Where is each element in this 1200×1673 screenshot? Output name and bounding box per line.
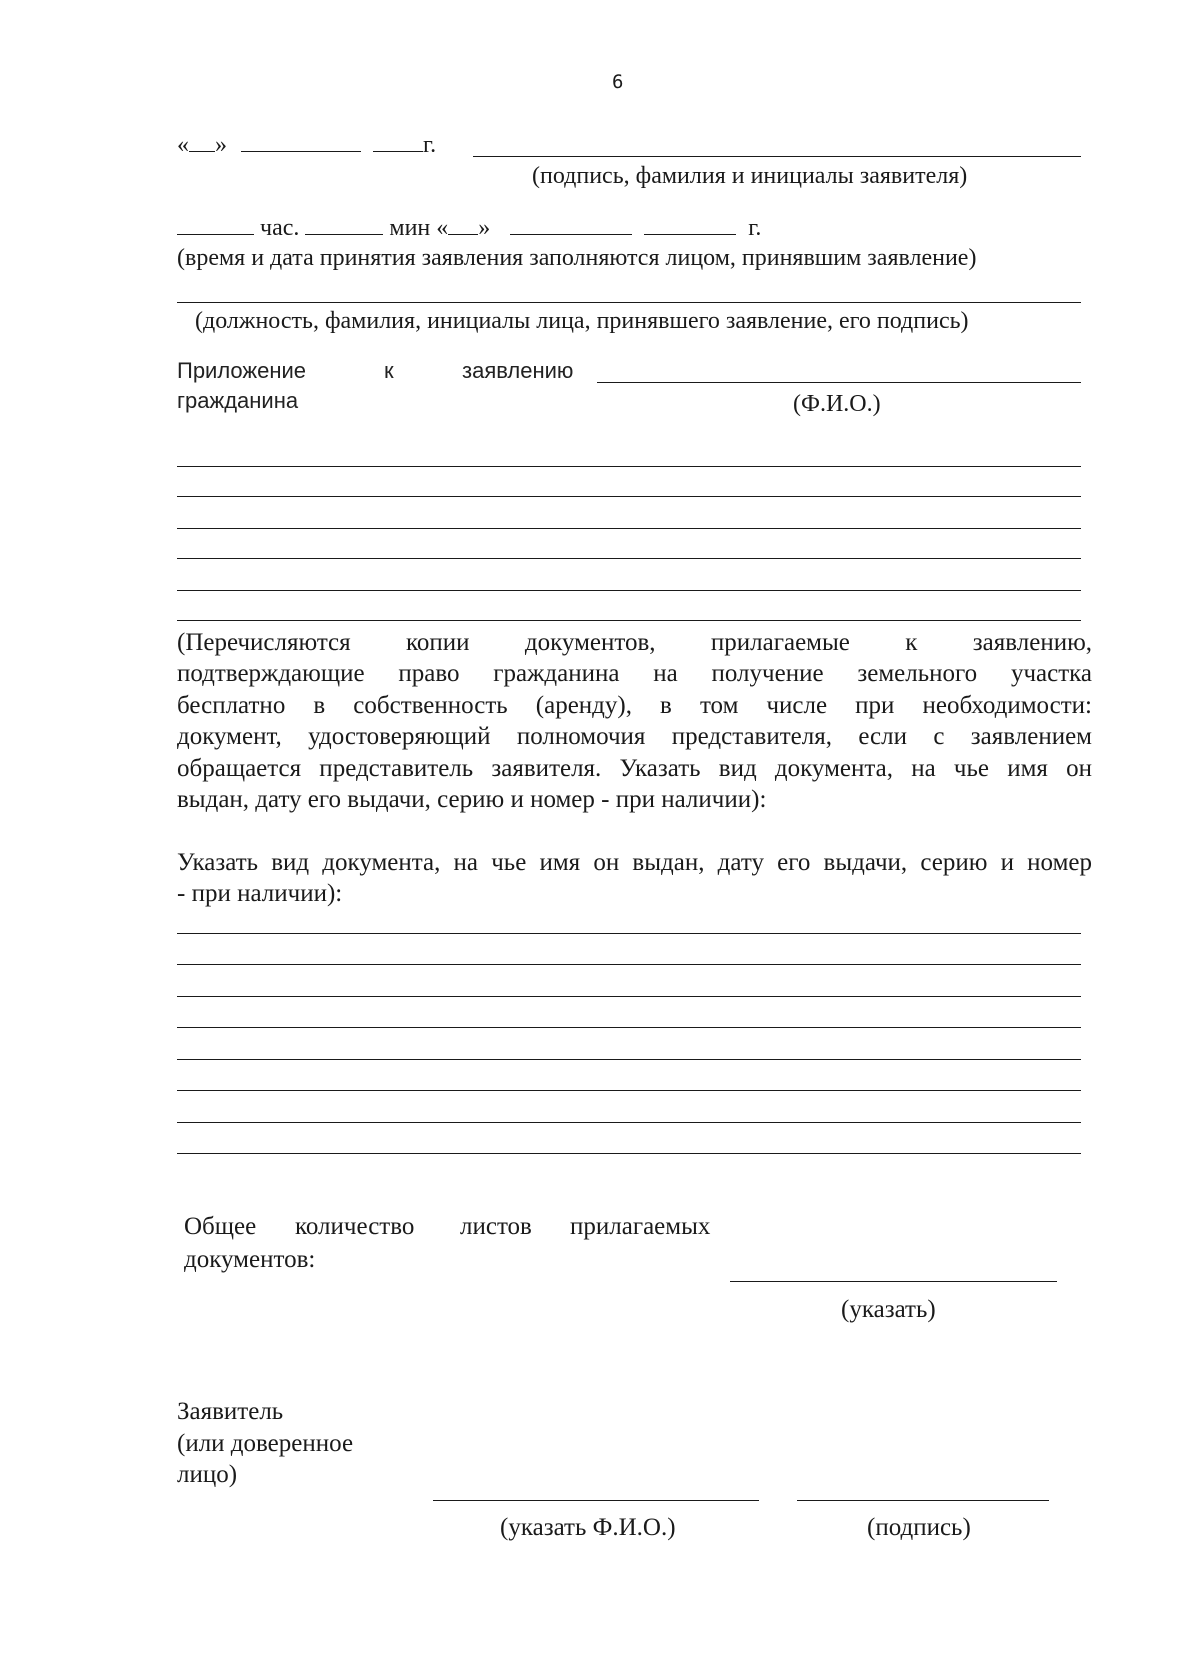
blank-line[interactable] [177, 1090, 1081, 1091]
appendix-heading [177, 357, 574, 385]
instructions-line: бесплатно в собственность (аренду), в том числе при необходимости: [177, 692, 1092, 719]
year-blank[interactable] [373, 131, 423, 152]
accept-day-blank[interactable] [448, 214, 478, 235]
appendix-word-3: заявлению [462, 358, 574, 383]
document-spec-line: - при наличии): [177, 880, 343, 907]
blank-line[interactable] [177, 1027, 1081, 1028]
document-spec-line: Указать вид документа, на чье имя он выдан, дату его выдачи, серию и номер [177, 849, 1092, 876]
blank-line[interactable] [177, 1122, 1081, 1123]
instructions-line: обращается представитель заявителя. Указать вид документа, на чье имя он [177, 755, 1092, 782]
blank-line[interactable] [177, 466, 1081, 467]
hours-label: час. [260, 215, 300, 241]
date-close-quote: » [215, 132, 227, 158]
instructions-line: выдан, дату его выдачи, серию и номер - при наличии): [177, 786, 767, 813]
sheets-word-2: количество [295, 1213, 415, 1240]
blank-line[interactable] [177, 964, 1081, 965]
signature-caption: (подпись, фамилия и инициалы заявителя) [532, 163, 968, 189]
appendix-word-2: к [384, 358, 394, 383]
blank-line[interactable] [177, 933, 1081, 934]
date-open-quote: « [177, 132, 189, 158]
blank-line[interactable] [177, 1059, 1081, 1060]
applicant-signature-line[interactable] [797, 1500, 1049, 1501]
applicant-line-2: (или доверенное [177, 1430, 354, 1457]
day-blank[interactable] [189, 131, 215, 152]
sheets-total-heading [184, 1212, 711, 1242]
blank-line[interactable] [177, 1153, 1081, 1154]
instructions-line: документ, удостоверяющий полномочия представителя, если с заявлением [177, 723, 1092, 750]
blank-line[interactable] [177, 620, 1081, 621]
acceptance-time-row [177, 214, 761, 242]
accept-year-blank[interactable] [644, 214, 736, 235]
appendix-line-2: гражданина [177, 388, 299, 413]
applicant-signature-line[interactable] [473, 156, 1081, 157]
minutes-label: мин « [389, 215, 449, 241]
appendix-name-caption: (Ф.И.О.) [793, 391, 881, 417]
month-blank[interactable] [241, 131, 361, 152]
sheets-count-caption: (указать) [841, 1296, 936, 1323]
blank-line[interactable] [177, 496, 1081, 497]
instructions-line: (Перечисляются копии документов, прилагаемые к заявлению, [177, 629, 1092, 656]
appendix-word-1: Приложение [177, 358, 307, 383]
appendix-name-line[interactable] [597, 382, 1081, 383]
applicant-name-caption: (указать Ф.И.О.) [500, 1514, 676, 1541]
official-caption: (должность, фамилия, инициалы лица, принявшего заявление, его подпись) [195, 308, 969, 334]
applicant-line-1: Заявитель [177, 1398, 284, 1425]
official-line[interactable] [177, 302, 1081, 303]
page-number: 6 [612, 71, 624, 93]
accept-date-close-quote: » [478, 215, 491, 241]
applicant-line-3: лицо) [177, 1461, 238, 1488]
sheets-word-1: Общее [184, 1213, 257, 1240]
instructions-line: подтверждающие право гражданина на получение земельного участка [177, 660, 1092, 687]
date-row [177, 131, 436, 159]
minutes-blank[interactable] [305, 214, 383, 235]
sheets-word-3: листов [460, 1213, 532, 1240]
sheets-count-line[interactable] [730, 1281, 1057, 1282]
year-suffix: г. [423, 132, 437, 158]
blank-line[interactable] [177, 528, 1081, 529]
accept-year-suffix: г. [748, 215, 762, 241]
sheets-word-4: прилагаемых [570, 1213, 711, 1240]
blank-line[interactable] [177, 558, 1081, 559]
sheets-total-line-2: документов: [184, 1246, 316, 1273]
hours-blank[interactable] [177, 214, 254, 235]
accept-month-blank[interactable] [510, 214, 632, 235]
acceptance-note: (время и дата принятия заявления заполняются лицом, принявшим заявление) [177, 245, 977, 271]
applicant-signature-caption: (подпись) [867, 1514, 971, 1541]
applicant-name-line[interactable] [433, 1500, 759, 1501]
blank-line[interactable] [177, 590, 1081, 591]
blank-line[interactable] [177, 996, 1081, 997]
